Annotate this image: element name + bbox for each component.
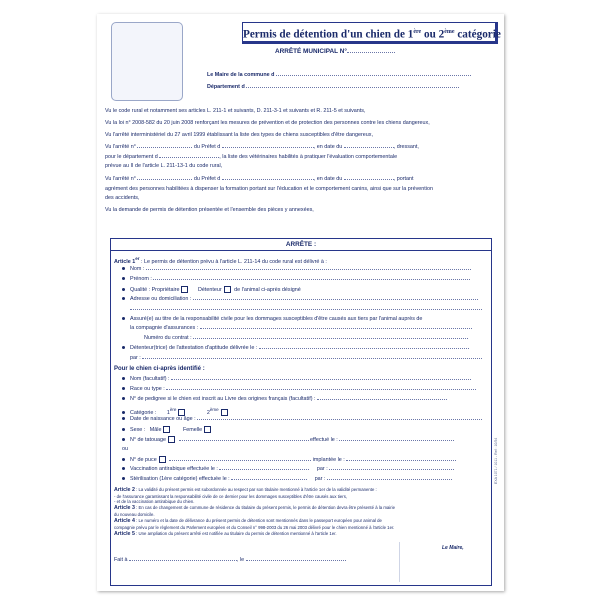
chien-nom-field[interactable]: Nom (facultatif) : <box>122 376 471 383</box>
article-5: Article 5 : Une ampliation du présent arrêté est notifiée au titulaire du permis de détention mentionné à l'article 1er. <box>114 531 337 537</box>
article-1: Article 1er : Le permis de détention prévu à l'article L. 211-14 du code rural est délivré à : <box>114 256 327 265</box>
chien-heading: Pour le chien ci-après identifié : <box>114 366 205 372</box>
puce-checkbox[interactable] <box>159 456 166 463</box>
assurance-text: Assuré(e) au titre de la responsabilité civile pour les dommages susceptibles d'être causés aux tiers par l'animal auprès de <box>122 316 422 323</box>
proprietaire-checkbox[interactable] <box>181 286 188 293</box>
vaccination-field[interactable]: Vaccination antirabique effectuée le : par : <box>122 466 454 473</box>
adresse-line-2[interactable] <box>130 306 482 313</box>
sterilisation-field[interactable]: Stérilisation (1ère catégorie) effectuée le : par : <box>122 476 452 483</box>
vu-clause: Vu le code rural et notamment ses articles L. 211-1 et suivants, D. 211-3-1 et suivants et R. 211-5 et suivants, <box>105 108 366 114</box>
nom-field[interactable]: Nom : <box>122 266 471 273</box>
maire-field[interactable]: Le Maire de la commune d <box>207 72 471 79</box>
article-3: Article 3 : En cas de changement de commune de résidence du titulaire du présent permis, le permis de détention devra être présenté à la mairie du nouveau domicile. <box>114 505 396 517</box>
femelle-checkbox[interactable] <box>204 426 211 433</box>
puce-field[interactable]: N° de puce implantée le : <box>122 456 456 464</box>
categorie-field[interactable]: Catégorie : 1ère 2ème <box>122 406 230 417</box>
attestation-field[interactable]: Détenteur(trice) de l'attestation d'aptitude délivrée le : <box>122 345 469 352</box>
assurance-field[interactable]: la compagnie d'assurances : <box>130 325 472 332</box>
par-field[interactable]: par : <box>130 355 482 362</box>
adresse-field[interactable]: Adresse ou domiciliation : <box>122 296 478 303</box>
vu-clause-prefet-2b: agrément des personnes habilitées à dispenser la formation portant sur l'éducation et le comportement canins, ainsi que sur la prévention <box>105 186 433 192</box>
vu-clause-prefet-2c: des accidents, <box>105 195 140 201</box>
vu-clause: Vu la loi n° 2008-582 du 20 juin 2008 renforçant les mesures de prévention et de protection des personnes contre les chiens dangereux, <box>105 120 430 126</box>
qualite-field[interactable]: Qualité : Propriétaire Détenteur de l'animal ci-après désigné <box>122 286 301 294</box>
vu-clause: Vu la demande de permis de détention présentée et l'ensemble des pièces y annexées, <box>105 207 314 213</box>
article-4: Article 4 : Le numéro et la date de délivrance du présent permis de détention sont mentionnés dans le passeport européen pour animal de compagnie prévu par le règlement du Parlement européen et du Conseil n° 998-2003 du 26 mai 2003 délivré pour le chien mentionné à l'article 1er. <box>114 518 395 530</box>
male-checkbox[interactable] <box>163 426 170 433</box>
arrete-number: ARRÊTÉ MUNICIPAL N° <box>275 48 395 55</box>
race-field[interactable]: Race ou type : <box>122 386 476 393</box>
document-sheet <box>97 14 504 591</box>
divider <box>111 250 491 251</box>
vu-clause: Vu l'arrêté interministériel du 27 avril 1999 établissant la liste des types de chiens susceptibles d'être dangereux, <box>105 132 373 138</box>
cat1-checkbox[interactable] <box>178 409 185 416</box>
vu-clause-prefet-1b: pour le département d , la liste des vétérinaires habilités à pratiquer l'évaluation comportementale <box>105 154 398 160</box>
ou-label: ou <box>122 446 128 452</box>
detenteur-checkbox[interactable] <box>224 286 231 293</box>
photo-box <box>111 22 183 101</box>
arrete-box <box>110 238 492 586</box>
vu-clause-prefet-2: Vu l'arrêté n° du Préfet d , en date du , portant <box>105 176 414 182</box>
pedigree-field[interactable]: N° de pedigree si le chien est inscrit au Livre des origines français (facultatif) : <box>122 396 447 403</box>
side-reference: EXA 1071 / 1011 - Ref : 10/54 <box>494 437 498 484</box>
departement-field[interactable]: Département d <box>207 84 459 91</box>
fait-a-field[interactable]: Fait à , le <box>114 557 346 564</box>
le-maire-label: Le Maire, <box>442 545 464 551</box>
document-title: Permis de détention d'un chien de 1ère ou 2ème catégorie <box>242 22 498 44</box>
tatouage-checkbox[interactable] <box>168 436 175 443</box>
arrete-heading: ARRÊTE : <box>285 241 317 248</box>
naissance-field[interactable]: Date de naissance ou âge : <box>122 416 482 423</box>
vu-clause-prefet-1: Vu l'arrêté n° du Préfet d , en date du , dressant, <box>105 144 419 150</box>
cat2-checkbox[interactable] <box>221 409 228 416</box>
prenom-field[interactable]: Prénom : <box>122 276 470 283</box>
tatouage-field[interactable]: N° de tatouage effectué le : <box>122 436 454 444</box>
sexe-field[interactable]: Sexe : Mâle Femelle <box>122 426 213 434</box>
contrat-field[interactable]: Numéro du contrat : <box>144 335 468 342</box>
article-2: Article 2 : La validité du présent permis est subordonnée au respect par son titulaire mentionné à l'article 1er de la validité permanente : - de l'assurance garantissant la responsabilité civile de ce dernier pour les dommages susceptibles d'être causés aux tiers, - et de la vaccination antirabique du chien. <box>114 487 377 504</box>
vu-clause-prefet-1c: prévue au II de l'article L. 211-13-1 du code rural, <box>105 163 223 169</box>
signature-box[interactable] <box>399 542 490 582</box>
